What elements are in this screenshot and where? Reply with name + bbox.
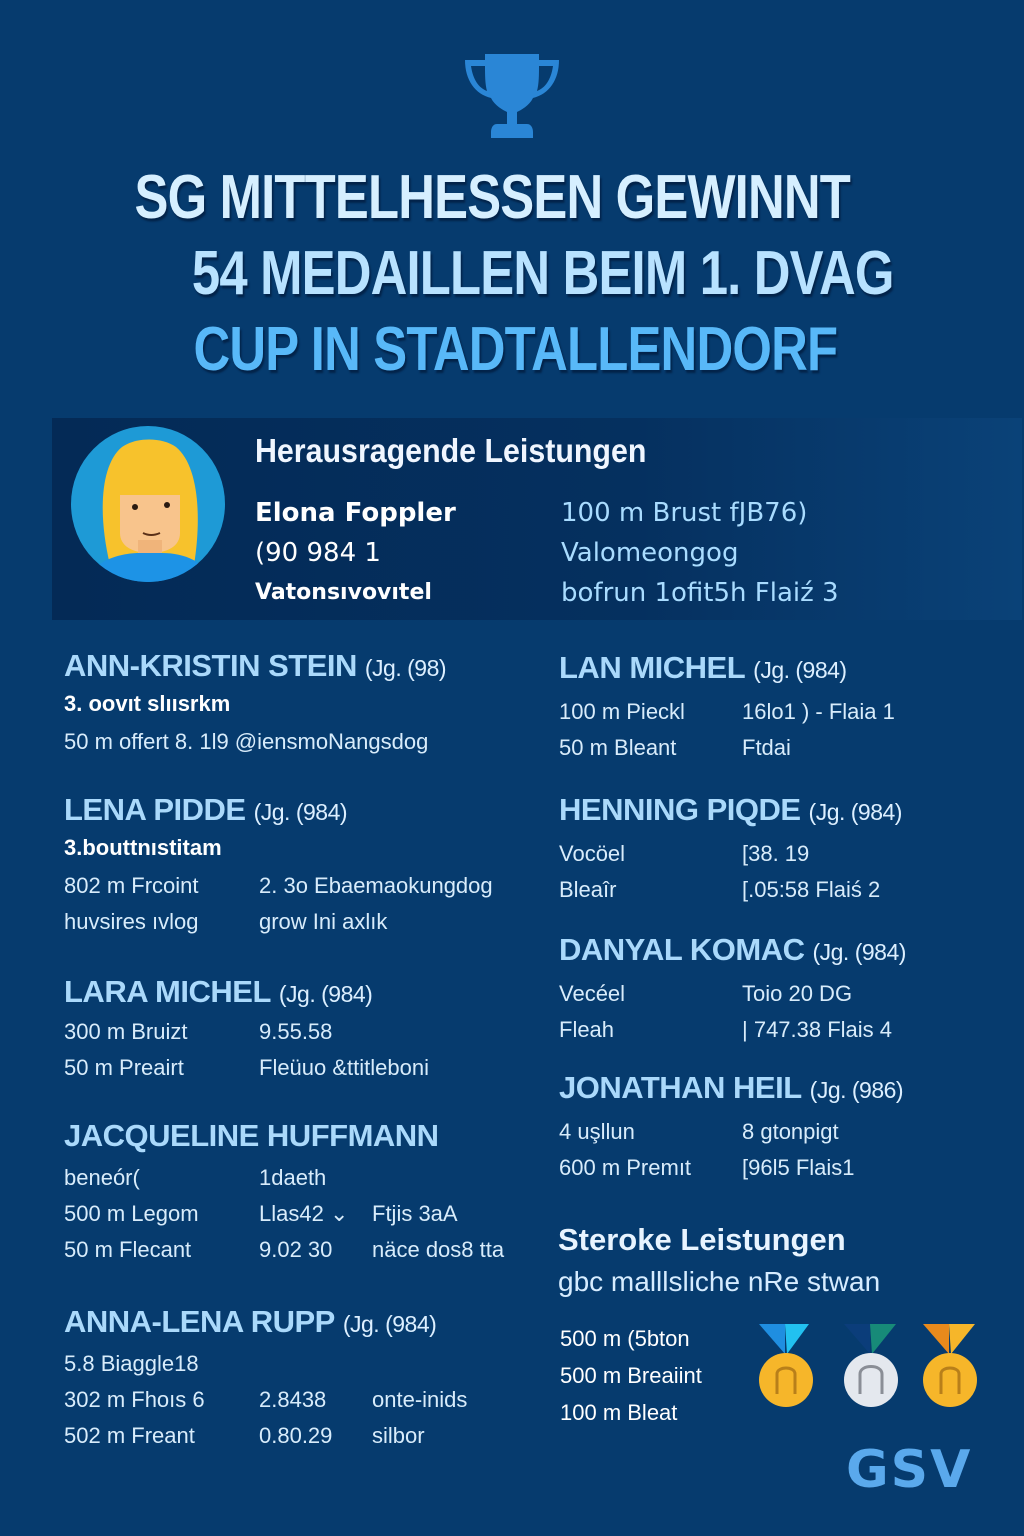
strong-performances-title: Steroke Leistungen [558,1222,846,1257]
athlete-block [64,1118,504,1268]
result-event: Vecéel [559,981,626,1006]
strong-performances-list [560,1320,702,1431]
athlete-name: JONATHAN HEIL [559,1070,802,1105]
result-row [559,694,895,730]
athlete-block [559,932,906,1048]
result-row [559,836,902,872]
strong-item: 100 m Bleat [560,1400,678,1425]
result-event: 500 m Legom [64,1201,199,1226]
highlight-result-3: bofrun 1ofit5h Flaiź 3 [561,578,839,608]
result-text: 50 m offert 8. 1l9 @iensmoNangsdog [64,729,429,754]
result-row [559,976,906,1012]
result-time: Toio 20 DG [742,981,853,1006]
athlete-year: (Jg. (98) [364,655,447,681]
headline [0,160,894,388]
result-event: 4 uşllun [559,1119,635,1144]
athlete-name: LAN MICHEL [559,650,746,685]
athlete-name: DANYAL KOMAC [559,932,805,967]
result-time: [96l5 Flais1 [742,1155,855,1180]
athlete-year: (Jg. (984) [253,799,348,825]
result-time: 1daeth [259,1165,327,1190]
result-time: 16lo1 ) - Flaia 1 [742,699,895,724]
result-place: Ftjis 3aA [372,1201,458,1226]
result-event: 50 m Flecant [64,1237,192,1262]
athlete-block [64,974,429,1086]
result-event: Bleaîr [559,877,617,902]
result-row [64,1050,429,1086]
result-event: Fleah [559,1017,615,1042]
athlete-name: LARA MICHEL [64,974,271,1009]
subtitle-text: 5.8 Biaggle18 [64,1351,199,1376]
result-event: 50 m Bleant [559,735,677,760]
result-event: 50 m Preairt [64,1055,184,1080]
highlight-result-2: Valomeongog [561,538,739,568]
result-place: silbor [372,1423,425,1448]
headline-line-2: 54 MEDAILLEN BEIM 1. DVAG [191,239,894,308]
result-time: 0.80.29 [259,1423,333,1448]
strong-item: 500 m Breaiint [560,1363,702,1388]
result-row [64,1232,504,1268]
female-swimmer-avatar [70,425,226,583]
result-place: onte-inids [372,1387,468,1412]
result-row [64,1418,467,1454]
gold-medal-icon [921,1322,979,1410]
athlete-year: (Jg. (984) [808,799,902,825]
result-time: [38. 19 [742,841,810,866]
result-row [64,1382,467,1418]
strong-performances-subtitle: gbc malllsliche nRe stwan [558,1266,881,1297]
result-time: Llas42 ⌄ [259,1201,349,1226]
highlight-athlete-year: (90 984 1 [255,538,381,568]
result-row [64,1196,504,1232]
result-time: 2. 3o Ebaemaokungdog [259,873,493,898]
highlight-athlete-club: Vatonsıvovıtel [255,580,432,605]
athlete-subtitle: 3.bouttnıstitam [64,835,222,860]
highlight-result-1: 100 m Brust fJB76) [561,498,808,528]
result-row [559,730,895,766]
athlete-year: (Jg. (984) [753,657,847,683]
result-event: 802 m Frcoint [64,873,199,898]
athlete-block [559,650,895,766]
highlight-athlete-name: Elona Foppler [255,498,456,528]
result-event: huvsires ıvlog [64,909,199,934]
result-row [64,904,493,940]
result-event: 100 m Pieckl [559,699,685,724]
result-row [559,872,902,908]
result-time: Ftdai [742,735,791,760]
result-time: 9.02 30 [259,1237,333,1262]
result-time: grow Ini axlık [259,909,388,934]
result-row [64,868,493,904]
result-event: 600 m Premıt [559,1155,692,1180]
result-time: | 747.38 Flais 4 [742,1017,893,1042]
athlete-subtitle [64,1346,467,1382]
athlete-year: (Jg. (984) [342,1311,437,1337]
athlete-block [559,1070,903,1186]
athlete-name: JACQUELINE HUFFMANN [64,1118,439,1153]
result-place: näce dos8 tta [372,1237,505,1262]
athlete-name: LENA PIDDE [64,792,246,827]
athlete-block [64,792,493,940]
result-event: 300 m Bruizt [64,1019,188,1044]
highlight-results [561,493,839,613]
result-event: 502 m Freant [64,1423,195,1448]
athlete-block [559,792,902,908]
athlete-name: HENNING PIQDE [559,792,801,827]
highlight-title: Herausragende Leistungen [255,432,647,469]
result-row [559,1114,903,1150]
athlete-name: ANNA-LENA RUPP [64,1304,335,1339]
athlete-block [64,1304,467,1454]
headline-line-1: SG MITTELHESSEN GEWINNT [134,163,851,232]
result-time: Fleüuo &ttitleboni [259,1055,429,1080]
athlete-year: (Jg. (984) [812,939,906,965]
result-row [559,1150,903,1186]
result-time: 2.8438 [259,1387,327,1412]
result-event: beneór( [64,1165,140,1190]
silver-medal-icon [842,1322,900,1410]
club-logo: GSV [846,1440,973,1500]
highlight-athlete-info [255,493,456,613]
result-row [64,1160,504,1196]
headline-line-3: CUP IN STADTALLENDORF [193,315,838,384]
athlete-subtitle: 3. oovıt slıısrkm [64,691,231,716]
result-event: 302 m Fhoıs 6 [64,1387,205,1412]
athlete-year: (Jg. (986) [809,1077,904,1103]
athlete-year: (Jg. (984) [278,981,373,1007]
result-time: 8 gtonpigt [742,1119,839,1144]
result-row [64,1014,429,1050]
result-row [559,1012,906,1048]
strong-item: 500 m (5bton [560,1326,690,1351]
athlete-name: ANN-KRISTIN STEIN [64,648,357,683]
gold-medal-icon [757,1322,815,1410]
result-row [64,724,446,760]
result-time: [.05:58 Flaiś 2 [742,877,881,902]
result-event: Vocöel [559,841,626,866]
result-time: 9.55.58 [259,1019,333,1044]
athlete-block [64,648,446,760]
trophy-icon [459,50,565,142]
